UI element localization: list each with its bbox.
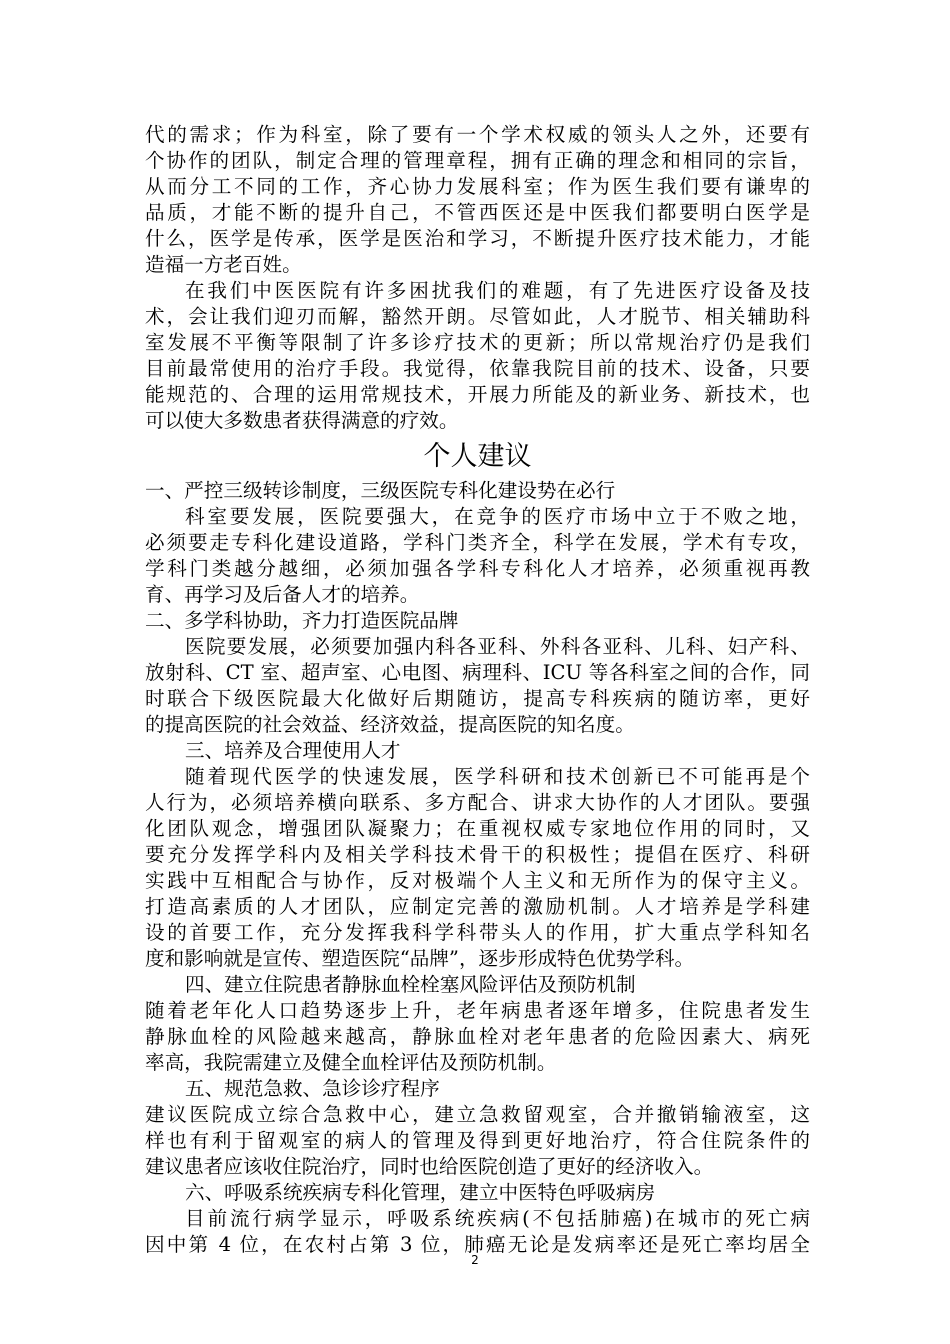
paragraph-emergency: [145, 1102, 810, 1180]
text-line: 放射科、CT 室、超声室、心电图、病理科、ICU 等各科室之间的合作，同: [145, 661, 810, 684]
paragraph-difficulties: [145, 278, 810, 434]
text-line: 造福一方老百姓。: [145, 253, 302, 276]
text-line: 随着现代医学的快速发展，医学科研和技术创新已不可能再是个: [185, 765, 810, 788]
text-line: 随着老年化人口趋势逐步上升，老年病患者逐年增多，住院患者发生: [145, 999, 810, 1022]
heading-3: 三、培养及合理使用人才: [185, 739, 401, 762]
text-line: 代的需求；作为科室，除了要有一个学术权威的领头人之外，还要有: [145, 123, 810, 146]
heading-1: 一、严控三级转诊制度，三级医院专科化建设势在必行: [145, 479, 616, 502]
text-line: 学科门类越分越细，必须加强各学科专科化人才培养，必须重视再教: [145, 557, 810, 580]
text-line: 时联合下级医院最大化做好后期随访，提高专科疾病的随访率，更好: [145, 687, 810, 710]
text-line: 术，会让我们迎刃而解，豁然开朗。尽管如此，人才脱节、相关辅助科: [145, 305, 810, 328]
text-line: 度和影响就是宣传、塑造医院“品牌”，逐步形成特色优势学科。: [145, 947, 695, 970]
paragraph-talent: [145, 764, 810, 972]
paragraph-need: [145, 122, 810, 278]
document-body: [145, 122, 810, 1258]
paragraph-respiratory: [145, 1206, 810, 1258]
text-line: 率高，我院需建立及健全血栓评估及预防机制。: [145, 1051, 557, 1074]
text-line: 必须要走专科化建设道路，学科门类齐全，科学在发展，学术有专攻，: [145, 531, 810, 554]
text-line: 品质，才能不断的提升自己，不管西医还是中医我们都要明白医学是: [145, 201, 810, 224]
heading-4: 四、建立住院患者静脉血栓栓塞风险评估及预防机制: [185, 973, 636, 996]
paragraph-collaboration: [145, 634, 810, 738]
text-line: 建议患者应该收住院治疗，同时也给医院创造了更好的经济收入。: [145, 1155, 714, 1178]
text-line: 能规范的、合理的运用常规技术，开展力所能及的新业务、新技术，也: [145, 383, 810, 406]
text-line: 化团队观念，增强团队凝聚力；在重视权威专家地位作用的同时，又: [145, 817, 810, 840]
text-line: 在我们中医医院有许多困扰我们的难题，有了先进医疗设备及技: [185, 279, 810, 302]
heading-5: 五、规范急救、急诊诊疗程序: [185, 1077, 440, 1100]
text-line: 设的首要工作，充分发挥我科学科带头人的作用，扩大重点学科知名: [145, 921, 810, 944]
text-line: 静脉血栓的风险越来越高，静脉血栓对老年患者的危险因素大、病死: [145, 1025, 810, 1048]
section-title: 个人建议: [423, 441, 532, 472]
text-line: 个协作的团队，制定合理的管理章程，拥有正确的理念和相同的宗旨，: [145, 149, 810, 172]
text-line: 育、再学习及后备人才的培养。: [145, 583, 420, 606]
text-line: 建议医院成立综合急救中心，建立急救留观室，合并撤销输液室，这: [145, 1103, 810, 1126]
text-line: 样也有利于留观室的病人的管理及得到更好地治疗，符合住院条件的: [145, 1129, 810, 1152]
heading-2: 二、多学科协助，齐力打造医院品牌: [145, 609, 459, 632]
text-line: 人行为，必须培养横向联系、多方配合、讲求大协作的人才团队。要强: [145, 791, 810, 814]
text-line: 实践中互相配合与协作，反对极端个人主义和无所作为的保守主义。: [145, 869, 810, 892]
paragraph-thrombosis: [145, 998, 810, 1076]
text-line: 目前流行病学显示，呼吸系统疾病(不包括肺癌)在城市的死亡病: [185, 1207, 810, 1230]
paragraph-specialization: [145, 504, 810, 608]
text-line: 什么，医学是传承，医学是医治和学习，不断提升医疗技术能力，才能: [145, 227, 810, 250]
text-line: 的提高医院的社会效益、经济效益，提高医院的知名度。: [145, 713, 635, 736]
text-line: 从而分工不同的工作，齐心协力发展科室；作为医生我们要有谦卑的: [145, 175, 810, 198]
text-line: 目前最常使用的治疗手段。我觉得，依靠我院目前的技术、设备，只要: [145, 357, 810, 380]
text-line: 因中第 4 位，在农村占第 3 位，肺癌无论是发病率还是死亡率均居全: [145, 1233, 810, 1256]
text-line: 室发展不平衡等限制了许多诊疗技术的更新；所以常规治疗仍是我们: [145, 331, 810, 354]
text-line: 要充分发挥学科内及相关学科技术骨干的积极性；提倡在医疗、科研: [145, 843, 810, 866]
text-line: 打造高素质的人才团队，应制定完善的激励机制。人才培养是学科建: [145, 895, 810, 918]
text-line: 可以使大多数患者获得满意的疗效。: [145, 409, 459, 432]
heading-6: 六、呼吸系统疾病专科化管理，建立中医特色呼吸病房: [185, 1181, 656, 1204]
text-line: 医院要发展，必须要加强内科各亚科、外科各亚科、儿科、妇产科、: [185, 635, 810, 658]
page-number: 2: [471, 1253, 479, 1267]
text-line: 科室要发展，医院要强大，在竞争的医疗市场中立于不败之地，: [185, 505, 810, 528]
